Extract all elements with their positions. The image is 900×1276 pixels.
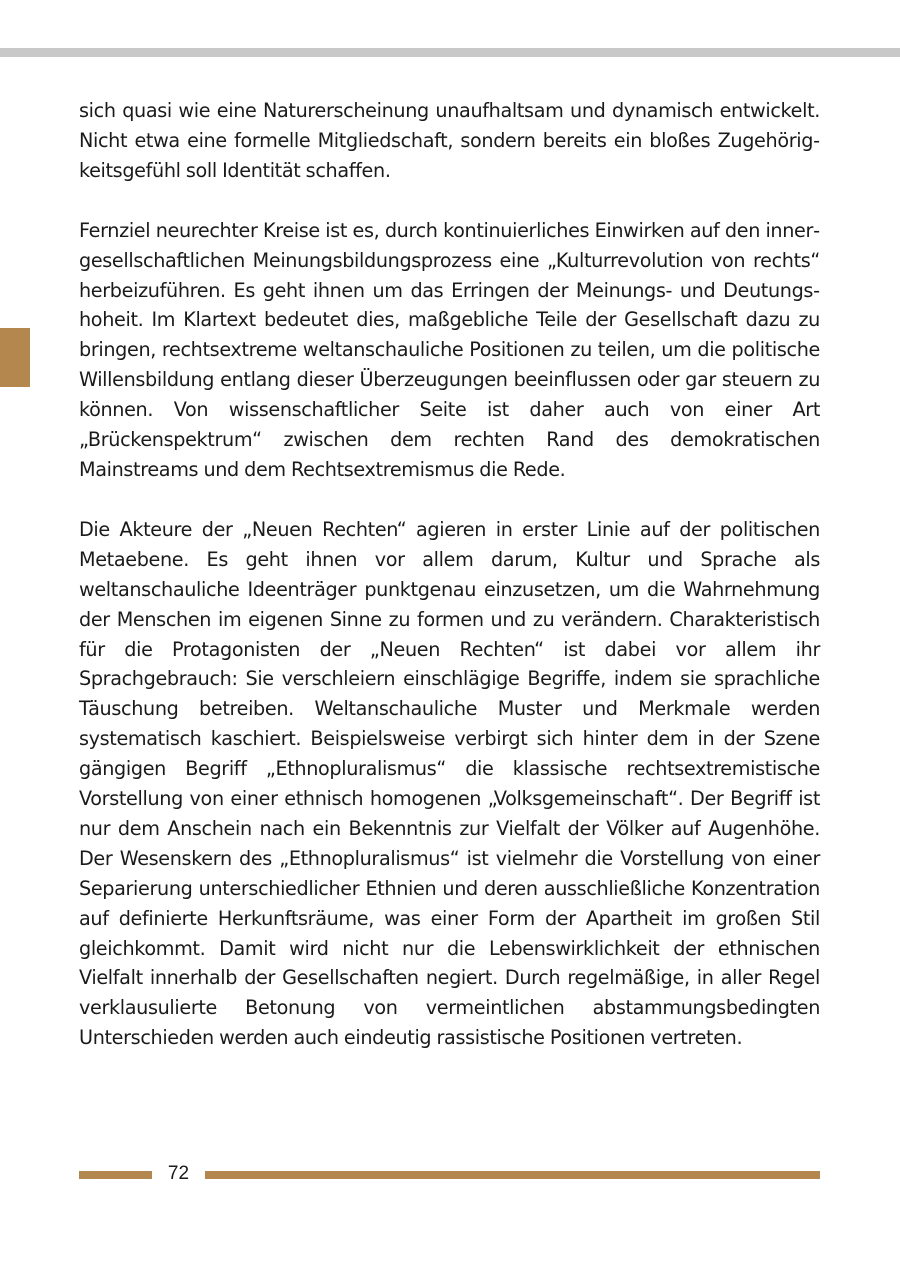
page-number: 72 bbox=[167, 1163, 190, 1184]
paragraph-2: Fernziel neurechter Kreise ist es, durch kontinuierliches Einwirken auf den innergesellschaftlichen Meinungsbildungsprozess eine „Kulturrevolution von rechts“ herbeizuführen. Es geht ihnen um das Erringen der Meinungs- und Deutungshoheit. Im Klartext bedeutet dies, maßgebliche Teile der Gesellschaft dazu zu bringen, rechtsextreme weltanschauliche Positionen zu teilen, um die politische Willensbildung entlang dieser Überzeugungen beeinflussen oder gar steuern zu können. Von wissenschaftlicher Seite ist daher auch von einer Art „Brückenspektrum“ zwischen dem rechten Rand des demokratischen Mainstreams und dem Rechtsextremismus die Rede. bbox=[79, 218, 820, 481]
chapter-marker-tab bbox=[0, 328, 30, 387]
page-footer bbox=[79, 1160, 820, 1190]
paragraph-3: Die Akteure der „Neuen Rechten“ agieren in erster Linie auf der politischen Metaebene. Es geht ihnen vor allem darum, Kultur und Sprache als weltanschauliche Ideenträger punktgenau einzusetzen, um die Wahrnehmung der Menschen im eigenen Sinne zu formen und zu verändern. Charakteristisch für die Protagonisten der „Neuen Rechten“ ist dabei vor allem ihr Sprachgebrauch: Sie verschleiern einschlägige Begriffe, indem sie sprachliche Täuschung betreiben. Weltanschauliche Muster und Merkmale werden systematisch kaschiert. Beispielsweise verbirgt sich hinter dem in der Szene gängigen Begriff „Ethnopluralismus“ die klassische rechtsextremistische Vorstellung von einer ethnisch homogenen „Volksgemeinschaft“. Der Begriff ist nur dem Anschein nach ein Bekenntnis zur Vielfalt der Völker auf Augenhöhe. Der Wesenskern des „Ethnopluralismus“ ist vielmehr die Vorstellung von einer Separierung unterschiedlicher Ethnien und deren ausschließliche Konzentration auf definierte Herkunftsräume, was einer Form der Apartheit im großen Stil gleichkommt. Damit wird nicht nur die Lebenswirklichkeit der ethnischen Vielfalt innerhalb der Gesellschaften negiert. Durch regelmäßige, in aller Regel verklausulierte Betonung von vermeintlichen abstammungsbedingten Unterschieden werden auch eindeutig rassistische Positionen vertreten. bbox=[79, 517, 820, 1050]
footer-rule-right bbox=[205, 1171, 820, 1179]
header-rule bbox=[0, 48, 900, 57]
footer-rule-left bbox=[79, 1171, 152, 1179]
page-body bbox=[79, 96, 820, 1083]
paragraph-1: sich quasi wie eine Naturerscheinung unaufhaltsam und dynamisch entwickelt. Nicht etwa eine formelle Mitgliedschaft, sondern bereits ein bloßes Zugehörigkeitsgefühl soll Identität schaffen. bbox=[79, 99, 820, 182]
